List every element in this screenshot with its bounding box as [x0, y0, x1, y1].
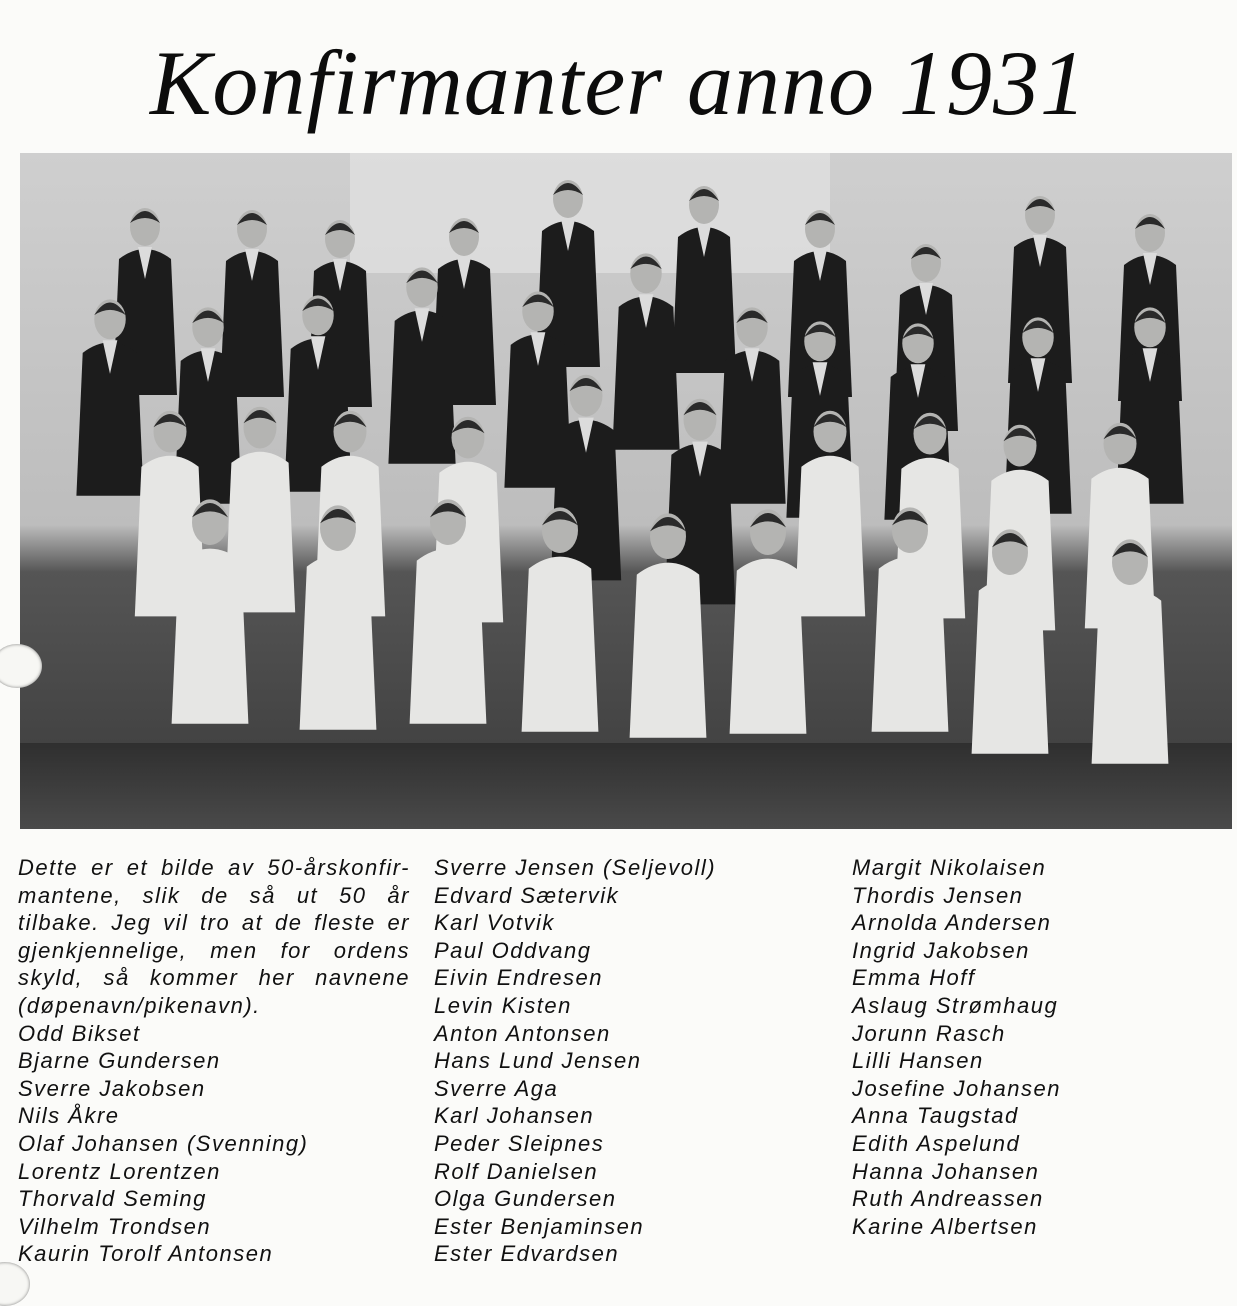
intro-paragraph [18, 854, 410, 1020]
group-photo [20, 153, 1232, 829]
white-dress-figure [730, 559, 807, 734]
name-item: Anna Taugstad [852, 1103, 1019, 1129]
page-title: Konfirmanter anno 1931 [150, 32, 1087, 134]
name-item: Bjarne Gundersen [18, 1048, 221, 1074]
names-column-3 [852, 854, 1061, 1240]
white-dress-figure [522, 557, 599, 732]
name-item: Olaf Johansen (Svenning) [18, 1130, 309, 1156]
name-item: Jorunn Rasch [852, 1020, 1006, 1046]
group-photo-icon [20, 153, 1232, 829]
name-item: Ingrid Jakobsen [852, 937, 1030, 963]
intro-line: mantene, slik de så ut 50 år [18, 882, 410, 908]
intro-line: (døpenavn/pikenavn). [18, 992, 261, 1018]
intro-and-names-column [18, 854, 410, 1268]
name-item: Sverre Aga [434, 1075, 559, 1101]
name-item: Nils Åkre [18, 1103, 120, 1129]
name-item: Karl Johansen [434, 1103, 595, 1129]
name-item: Hanna Johansen [852, 1158, 1040, 1184]
name-item: Lilli Hansen [852, 1048, 984, 1074]
intro-line: Dette er et bilde av 50-årskonfir- [18, 855, 410, 880]
white-dress-figure [410, 549, 487, 724]
name-item: Peder Sleipnes [434, 1130, 605, 1156]
name-item: Josefine Johansen [852, 1075, 1061, 1101]
white-dress-figure [630, 563, 707, 738]
name-item: Hans Lund Jensen [434, 1048, 642, 1074]
name-item: Anton Antonsen [434, 1020, 611, 1046]
name-item: Margit Nikolaisen [852, 855, 1047, 880]
name-item: Levin Kisten [434, 992, 572, 1018]
white-dress-figure [872, 557, 949, 732]
white-dress-figure [300, 555, 377, 730]
name-item: Kaurin Torolf Antonsen [18, 1241, 274, 1267]
name-item: Emma Hoff [852, 965, 976, 991]
name-item: Thorvald Seming [18, 1186, 207, 1212]
white-dress-figure [972, 579, 1049, 754]
intro-line: skyld, så kommer her navnene [18, 965, 410, 991]
name-item: Edvard Sætervik [434, 882, 620, 908]
name-item: Edith Aspelund [852, 1130, 1021, 1156]
name-item: Paul Oddvang [434, 937, 592, 963]
white-dress-figure [172, 549, 249, 724]
name-item: Vilhelm Trondsen [18, 1213, 212, 1239]
intro-line: gjenkjennelige, men for ordens [18, 937, 410, 963]
name-item: Ruth Andreassen [852, 1186, 1044, 1212]
name-item: Sverre Jensen (Seljevoll) [434, 855, 717, 880]
name-item: Karl Votvik [434, 910, 555, 936]
punch-hole [0, 1262, 30, 1306]
name-item: Karine Albertsen [852, 1213, 1038, 1239]
name-item: Aslaug Strømhaug [852, 992, 1059, 1018]
name-item: Lorentz Lorentzen [18, 1158, 221, 1184]
name-item: Ester Edvardsen [434, 1241, 620, 1267]
name-item: Rolf Danielsen [434, 1158, 599, 1184]
name-item: Olga Gundersen [434, 1186, 617, 1212]
name-item: Odd Bikset [18, 1020, 141, 1046]
name-item: Thordis Jensen [852, 882, 1024, 908]
name-item: Sverre Jakobsen [18, 1075, 206, 1101]
name-item: Eivin Endresen [434, 965, 603, 991]
name-item: Ester Benjaminsen [434, 1213, 645, 1239]
white-dress-figure [795, 456, 865, 617]
intro-line: tilbake. Jeg vil tro at de fleste er [18, 910, 410, 936]
names-column-2 [434, 854, 716, 1268]
white-dress-figure [1092, 589, 1169, 764]
name-item: Arnolda Andersen [852, 910, 1052, 936]
